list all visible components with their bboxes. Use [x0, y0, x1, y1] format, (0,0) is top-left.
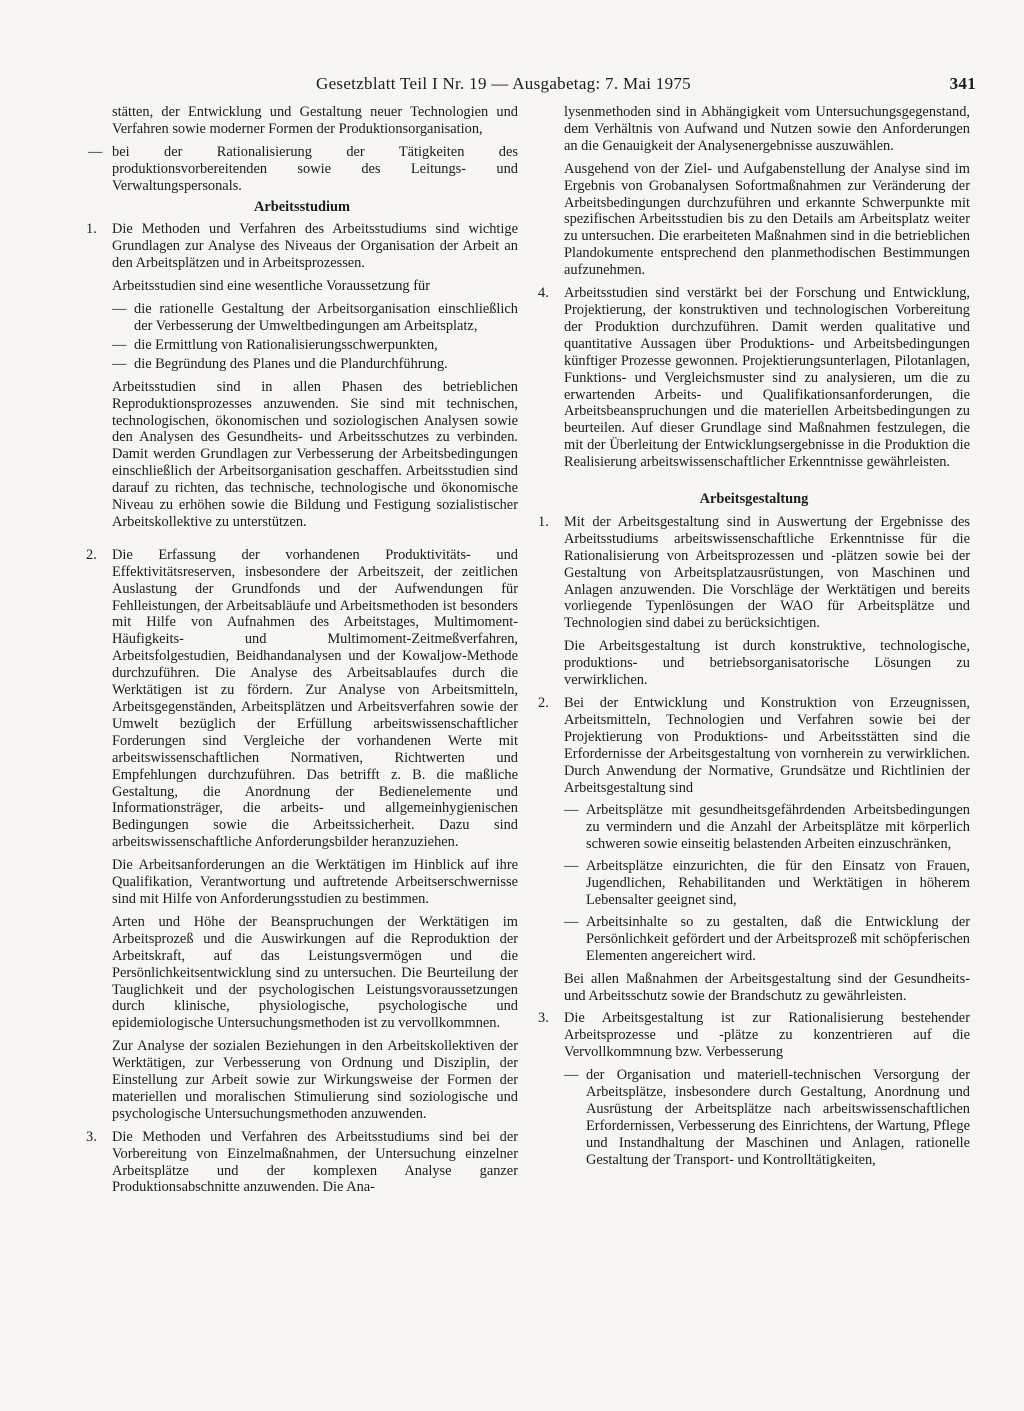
paragraph: Die Arbeitsgestaltung ist durch konstruktive, technologische, produktions- und betriebsorganisatorische Lösungen zu verwirklichen. [564, 638, 970, 689]
item-number: 3. [86, 1128, 97, 1145]
dash-marker: — [564, 1067, 579, 1084]
item-text: Die Erfassung der vorhandenen Produktivitäts- und Effektivitätsreserven, insbesondere der Arbeitszeit, der zeitlichen Auslastung der Grundfonds und der Aufwendungen für Fehlleistungen, der Arbeitsabläufe und Arbeitsmethoden ist besonders mit Hilfe von Aufnahmen des Arbeitstages, Multimoment-Häufigkeits- und Multimoment-Zeitmeßverfahren, Arbeitsfolgestudien, Beidhandanalysen und der Kowaljow-Methode durchzuführen. Die Analyse des Arbeitsablaufes durch die Werktätigen ist zu fördern. Zur Analyse von Arbeitsmitteln, Arbeitsgegenständen, Arbeitsplätzen und Arbeitsverfahren sowie der Umwelt bezüglich der Erfüllung arbeitswissenschaftlicher Forderungen sind Vergleiche der vorhandenen Werte mit arbeitswissenschaftlichen Normativen, Richtwerten und Empfehlungen durchzuführen. Das betrifft z. B. die maßliche Gestaltung, die Anordnung der Bedienelemente und Informationsträger, die arbeits- und allgemeinhygienischen Bedingungen sowie die Arbeitssicherheit. Dazu sind arbeitswissenschaftliche Anforderungsbilder heranzuziehen. [112, 546, 518, 851]
item-number: 4. [538, 285, 549, 302]
dash-text: die rationelle Gestaltung der Arbeitsorganisation einschließlich der Verbesserung der Umweltbedingungen am Arbeitsplatz, [134, 301, 518, 334]
numbered-item [538, 695, 970, 796]
item-number: 2. [86, 546, 97, 563]
page-number: 341 [949, 74, 976, 93]
dash-marker: — [112, 355, 127, 372]
right-column [538, 104, 970, 1171]
section-heading-arbeitsgestaltung: Arbeitsgestaltung [699, 491, 809, 508]
page-header [86, 74, 976, 100]
item-number: 1. [86, 221, 97, 238]
numbered-item [538, 285, 970, 471]
paragraph: Arten und Höhe der Beanspruchungen der Werktätigen im Arbeitsprozeß und die Auswirkungen auf die Reproduktion der Arbeitskraft, auf das Leistungsvermögen und die Persönlichkeitsentwicklung sind zu untersuchen. Die Beurteilung der Tauglichkeit und der psychologischen Leistungsvoraussetzungen durch klinische, physiologische, psychologische und epidemiologische Untersuchungsmethoden ist zu vervollkommnen. [112, 913, 518, 1032]
dash-text: Arbeitsplätze einzurichten, die für den Einsatz von Frauen, Jugendlichen, Rehabilitanden und Werktätigen in höherem Lebensalter geeignet sind, [586, 858, 970, 908]
paragraph: Arbeitsstudien sind in allen Phasen des betrieblichen Reproduktionsprozesses anzuwenden. Sie sind mit technischen, technologischen, ökonomischen und soziologischen Analysen sowie den Analysen des Gesundheits- und Arbeitsschutzes zu verbinden. Damit werden Grundlagen zur Verbesserung der Arbeitsbedingungen einschließlich der Arbeitsorganisation geschaffen. Arbeitsstudien sind darauf zu richten, das technische, technologische und ökonomische Niveau zu erhöhen sowie die Bildung und Festigung sozialistischer Arbeitskollektive zu unterstützen. [112, 378, 518, 530]
gazette-title: Gesetzblatt Teil I Nr. 19 — Ausgabetag: 7. Mai 1975 [316, 74, 691, 93]
item-number: 2. [538, 695, 549, 711]
item-number: 3. [538, 1010, 549, 1027]
dash-text: die Ermittlung von Rationalisierungsschwerpunkten, [134, 336, 438, 353]
item-text: Die Methoden und Verfahren des Arbeitsstudiums sind wichtige Grundlagen zur Analyse des Niveaus der Organisation der Arbeit an den Arbeitsplätzen und in Arbeitsprozessen. [112, 221, 518, 272]
dash-text: die Begründung des Planes und die Plandurchführung. [134, 355, 448, 372]
paragraph: Ausgehend von der Ziel- und Aufgabenstellung der Analyse sind im Ergebnis von Grobanalysen Sofortmaßnahmen zur Veränderung der Arbeitsbedingungen durchzuführen und erkannte Schwerpunkte mit spezifischen Arbeitsstudien bis zu den Details am Arbeitsplatz weiter zu untersuchen. Die erarbeiteten Maßnahmen sind in die betrieblichen Plandokumente entsprechend den planmethodischen Bestimmungen aufzunehmen. [564, 160, 970, 279]
paragraph: Arbeitsstudien sind eine wesentliche Voraussetzung für [112, 278, 430, 295]
dash-marker: — [88, 143, 103, 160]
dash-item [86, 337, 518, 354]
numbered-item [538, 1010, 970, 1061]
dash-item [86, 301, 518, 335]
paragraph: Die Arbeitsanforderungen an die Werktätigen im Hinblick auf ihre Qualifikation, Verantwortung und auftretende Arbeitserschwernisse sind mit Hilfe von Anforderungsstudien zu bestimmen. [112, 857, 518, 907]
paragraph: stätten, der Entwicklung und Gestaltung neuer Technologien und Verfahren sowie moderner Formen der Produktionsorganisation, [112, 104, 518, 137]
dash-marker: — [112, 336, 127, 353]
dash-item [538, 802, 970, 853]
item-text: Mit der Arbeitsgestaltung sind in Auswertung der Ergebnisse des Arbeitsstudiums arbeitswissenschaftliche Erkenntnisse für die Rationalisierung von Arbeitsprozessen und -plätzen sowie bei der Gestaltung von Arbeitsplatzausrüstungen, von Maschinen und Anlagen anzuwenden. Die Vorschläge der Werktätigen und bereits vorliegende Typenlösungen der WAO für Arbeitsplätze und Technologien sind dabei zu berücksichtigen. [564, 513, 970, 632]
paragraph: Zur Analyse der sozialen Beziehungen in den Arbeitskollektiven der Werktätigen, zur Verbesserung von Ordnung und Disziplin, der Einstellung zur Arbeit sowie zur Wirkungsweise der Formen der materiellen und moralischen Stimulierung sind soziologische und psychologische Untersuchungsmethoden anzuwenden. [112, 1038, 518, 1122]
dash-text: bei der Rationalisierung der Tätigkeiten des produktionsvorbereitenden sowie des Leitungs- und Verwaltungspersonals. [112, 143, 518, 194]
dash-marker: — [564, 802, 579, 819]
dash-text: Arbeitsplätze mit gesundheitsgefährdenden Arbeitsbedingungen zu vermindern und die Anzahl der Arbeitsplätze mit körperlich schweren sowie einseitig belastenden Arbeiten einzuschränken, [586, 802, 970, 853]
dash-item [538, 1067, 970, 1168]
item-text: Die Methoden und Verfahren des Arbeitsstudiums sind bei der Vorbereitung von Einzelmaßnahmen, der Untersuchung einzelner Arbeitsplätze und der komplexen Analyse ganzer Produktionsabschnitte anzuwenden. Die Ana- [112, 1128, 518, 1196]
item-text: Arbeitsstudien sind verstärkt bei der Forschung und Entwicklung, Projektierung, der konstruktiven und technologischen Vorbereitung der Produktion durchzuführen. Damit werden qualitative und quantitative Aussagen über Produktions- und Arbeitsbedingungen künftiger Prozesse gewonnen. Projektierungsunterlagen, Pilotanlagen, Funktions- und Vergleichsmuster sind zu analysieren, um die zu erwartenden Arbeits- und Qualifikationsanforderungen, die Arbeitsbeanspruchungen und die materiellen Arbeitsbedingungen zu beurteilen. Auf dieser Grundlage sind Maßnahmen festzulegen, die mit der Überleitung der Entwicklungsergebnisse in die Produktion die Realisierung arbeitswissenschaftlicher Erkenntnisse gewährleisten. [564, 285, 970, 471]
paragraph: lysenmethoden sind in Abhängigkeit vom Untersuchungsgegenstand, dem Verhältnis von Aufwand und Nutzen sowie den Anforderungen an die Genauigkeit der Analysenergebnisse auszuwählen. [564, 104, 970, 154]
dash-marker: — [564, 858, 579, 875]
dash-item [538, 914, 970, 965]
dash-item [86, 144, 518, 195]
dash-item [86, 356, 518, 373]
numbered-item [86, 547, 518, 851]
dash-text: der Organisation und materiell-technischen Versorgung der Arbeitsplätze, insbesondere durch Gestaltung, Anordnung und Ausrüstung der Arbeitsplätze nach arbeitswissenschaftlichen Erfordernissen, Verbesserung des Einrichtens, der Wartung, Pflege und Instandhaltung der Maschinen und Anlagen, rationelle Gestaltung der Transport- und Kontrolltätigkeiten, [586, 1067, 970, 1168]
numbered-item [86, 221, 518, 272]
dash-marker: — [112, 301, 127, 318]
paragraph: Bei allen Maßnahmen der Arbeitsgestaltung sind der Gesundheits- und Arbeitsschutz sowie der Brandschutz zu gewährleisten. [564, 970, 970, 1004]
item-text: Die Arbeitsgestaltung ist zur Rationalisierung bestehender Arbeitsprozesse und -plätze zu konzentrieren auf die Vervollkommnung bzw. Verbesserung [564, 1010, 970, 1061]
dash-text: Arbeitsinhalte so zu gestalten, daß die Entwicklung der Persönlichkeit gefördert und der Arbeitsprozeß mit schöpferischen Elementen angereichert wird. [586, 913, 970, 964]
section-heading-arbeitsstudium: Arbeitsstudium [254, 198, 350, 215]
dash-item [538, 858, 970, 909]
numbered-item [86, 1129, 518, 1197]
left-column [86, 104, 518, 1202]
item-text: Bei der Entwicklung und Konstruktion von Erzeugnissen, Arbeitsmitteln, Technologien und Verfahren sowie bei der Projektierung von Produktions- und Arbeitsstätten sind die Erfordernisse der Arbeitsgestaltung von vornherein zu verwirklichen. Durch Anwendung der Normative, Grundsätze und Richtlinien der Arbeitsgestaltung sind [564, 695, 970, 796]
numbered-item [538, 514, 970, 632]
dash-marker: — [564, 913, 579, 930]
item-number: 1. [538, 513, 549, 530]
